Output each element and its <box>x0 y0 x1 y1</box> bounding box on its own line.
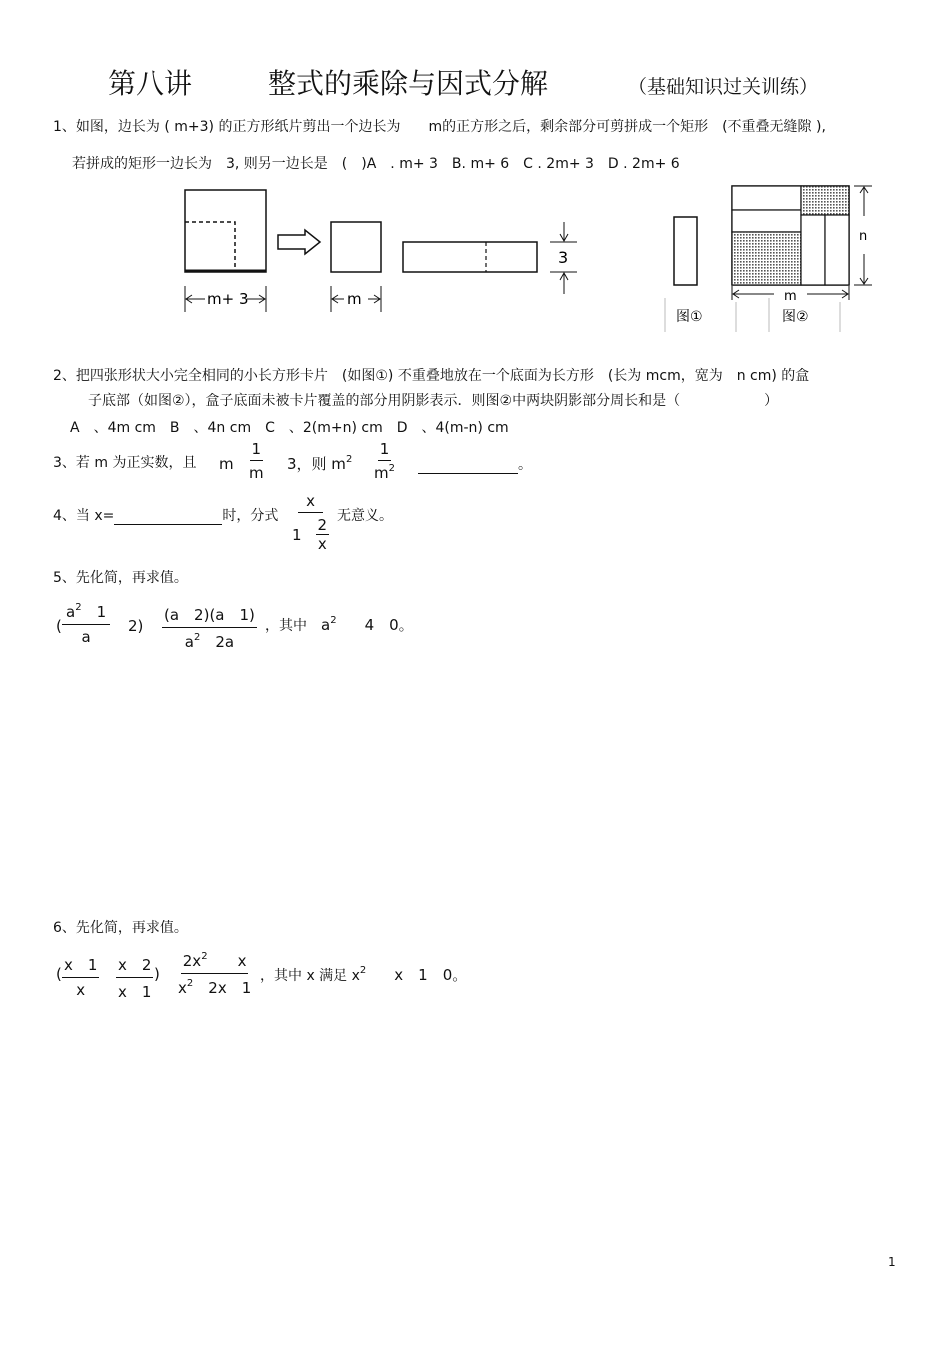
label-three: 3 <box>558 248 569 267</box>
q1-line2: 若拼成的矩形一边长为 3, 则另一边长是 ( )A . m+ 3 B. m+ 6 C . 2m+ 3 D . 2m+ 6 <box>72 156 680 172</box>
q6-frac-2: $\frac{x 2}{x 1}$ <box>118 956 152 1001</box>
lecture-number: 第八讲 <box>108 67 193 100</box>
q1-figures <box>175 180 585 315</box>
q3-frac-1-over-m2: $\frac{1}{m^2}$ <box>374 440 395 482</box>
q4-fraction: x 1 2 x <box>292 492 328 553</box>
q2-figures <box>662 180 877 335</box>
q4-suffix: 无意义。 <box>337 508 393 524</box>
q5-frac-2: $\frac{(a 2)(a 1)}{a^2 2a}$ <box>164 606 255 651</box>
card-figure1 <box>674 217 697 285</box>
q3-answer-blank[interactable]: 。 <box>418 454 532 474</box>
cut-line <box>185 222 235 271</box>
shaded-region-1 <box>732 232 801 285</box>
label-m-plus-3: m+ 3 <box>207 290 249 308</box>
q3-frac-1-over-m: $\frac{1}{m}$ <box>249 440 264 482</box>
page-subtitle: （基础知识过关训练） <box>628 76 819 98</box>
q4-prefix: 4、当 x= 时，分式 <box>53 508 279 524</box>
q2-line1: 2、把四张形状大小完全相同的小长方形卡片 (如图①) 不重叠地放在一个底面为长方形 (长为 mcm，宽为 n cm) 的盒 <box>53 368 810 384</box>
figure2-caption: 图② <box>782 309 809 325</box>
q6-condition: ，其中 x 满足 $x^2$ x 1 0。 <box>260 965 468 984</box>
page-title: 整式的乘除与因式分解 <box>268 67 549 100</box>
label-n: n <box>859 229 868 244</box>
figure1-caption: 图① <box>676 309 703 325</box>
right-arrow-icon <box>278 230 320 254</box>
shaded-region-2 <box>801 186 849 215</box>
q5-label: 5、先化简，再求值。 <box>53 570 188 586</box>
big-square <box>185 190 266 272</box>
q6-frac-3: $\frac{2x^2 x}{x^2 2x 1}$ <box>178 951 252 997</box>
rectangle <box>403 242 537 272</box>
label-m: m <box>347 290 362 308</box>
q1-line1: 1、如图，边长为 ( m+3) 的正方形纸片剪出一个边长为 m的正方形之后，剩余部分可剪拼成一个矩形 (不重叠无缝隙 ), <box>53 119 826 135</box>
small-square <box>331 222 381 272</box>
q3-m: m <box>219 455 234 473</box>
q6-label: 6、先化简，再求值。 <box>53 920 188 936</box>
q6-frac-1: $\frac{x 1}{x}$ <box>64 956 98 999</box>
q5-frac-1: $\frac{a^2 1}{a}$ <box>62 601 110 646</box>
page-number: 1 <box>888 1255 896 1269</box>
q5-condition: ，其中 $a^2$ 4 0。 <box>265 615 414 634</box>
q2-line2: 子底部（如图②），盒子底面未被卡片覆盖的部分用阴影表示．则图②中两块阴影部分周长和是（ ） <box>88 393 779 409</box>
q4-answer-blank[interactable] <box>114 508 222 525</box>
q3-eq: 3，则 $m^2$ <box>287 454 353 473</box>
q3-prefix: 3、若 m 为正实数，且 <box>53 455 197 471</box>
q2-options: A 、4m cm B 、4n cm C 、2(m+n) cm D 、4(m-n) cm <box>70 420 509 436</box>
label-m-box: m <box>784 289 797 304</box>
